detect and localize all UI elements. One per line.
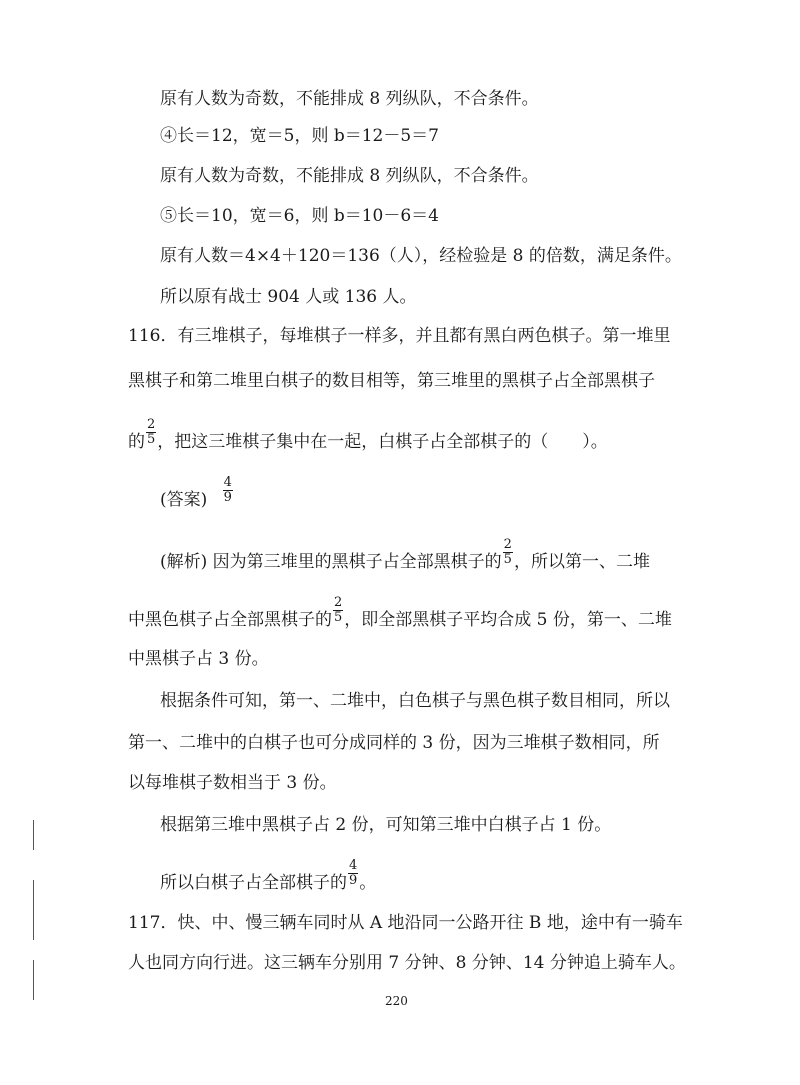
text-segment: 中黑色棋子占全部黑棋子的 [128, 610, 332, 630]
analysis-line [128, 595, 672, 635]
analysis-line [160, 858, 377, 898]
fraction-denominator: 5 [147, 432, 156, 447]
text-line: ⑤长＝10，宽＝6，则 b＝10－6＝4 [160, 206, 439, 226]
text-line: 原有人数为奇数，不能排成 8 列纵队，不合条件。 [160, 89, 539, 109]
analysis-line [160, 537, 650, 577]
fraction [333, 596, 343, 625]
fraction-numerator: 2 [147, 417, 156, 432]
scan-margin-mark [33, 880, 34, 940]
text-segment: 所以白棋子占全部棋子的 [160, 873, 347, 893]
fraction-denominator: 5 [334, 610, 343, 625]
text-segment: ，即全部黑棋子平均合成 5 份，第一、二堆 [344, 610, 672, 630]
fraction [348, 859, 358, 888]
text-line: 原有人数为奇数，不能排成 8 列纵队，不合条件。 [160, 166, 539, 186]
analysis-line: 根据第三堆中黑棋子占 2 份，可知第三堆中白棋子占 1 份。 [160, 815, 612, 835]
answer-label: (答案) [160, 490, 208, 510]
answer-line [160, 475, 234, 515]
analysis-line: 中黑棋子占 3 份。 [128, 649, 269, 669]
question-117-line: 人也同方向行进。这三辆车分别用 7 分钟、8 分钟、14 分钟追上骑车人。 [128, 953, 686, 973]
text-segment: ，所以第一、二堆 [513, 552, 650, 572]
text-segment: ，把这三堆棋子集中在一起，白棋子占全部棋子的（ ）。 [157, 432, 608, 452]
fraction [146, 418, 156, 447]
text-segment: 。 [359, 873, 377, 893]
scan-margin-mark [33, 820, 34, 850]
question-116-line [128, 417, 608, 457]
analysis-line: 根据条件可知，第一、二堆中，白色棋子与黑色棋子数目相同，所以 [160, 691, 670, 711]
text-line: ④长＝12，宽＝5，则 b＝12－5＝7 [160, 126, 439, 146]
page-number: 220 [385, 994, 408, 1008]
question-116-line: 黑棋子和第二堆里白棋子的数目相等，第三堆里的黑棋子占全部黑棋子 [128, 371, 655, 391]
analysis-line: 以每堆棋子数相当于 3 份。 [128, 773, 337, 793]
fraction-denominator: 5 [503, 552, 512, 567]
analysis-line: 第一、二堆中的白棋子也可分成同样的 3 份，因为三堆棋子数相同，所 [128, 733, 660, 753]
fraction [223, 476, 233, 505]
fraction-numerator: 2 [503, 537, 512, 552]
fraction-numerator: 4 [223, 475, 232, 490]
fraction-numerator: 4 [349, 858, 358, 873]
question-117-line: 117．快、中、慢三辆车同时从 A 地沿同一公路开往 B 地，途中有一骑车 [128, 913, 683, 933]
fraction [503, 538, 513, 567]
fraction-denominator: 9 [223, 490, 232, 505]
text-line: 所以原有战士 904 人或 136 人。 [160, 287, 417, 307]
text-segment: 的 [128, 432, 145, 452]
fraction-numerator: 2 [334, 595, 343, 610]
text-line: 原有人数＝4×4＋120＝136（人），经检验是 8 的倍数，满足条件。 [160, 246, 682, 266]
fraction-denominator: 9 [349, 873, 358, 888]
scan-margin-mark [33, 960, 34, 1000]
text-segment: (解析) 因为第三堆里的黑棋子占全部黑棋子的 [160, 552, 502, 572]
question-116-line: 116．有三堆棋子，每堆棋子一样多，并且都有黑白两色棋子。第一堆里 [128, 326, 671, 346]
